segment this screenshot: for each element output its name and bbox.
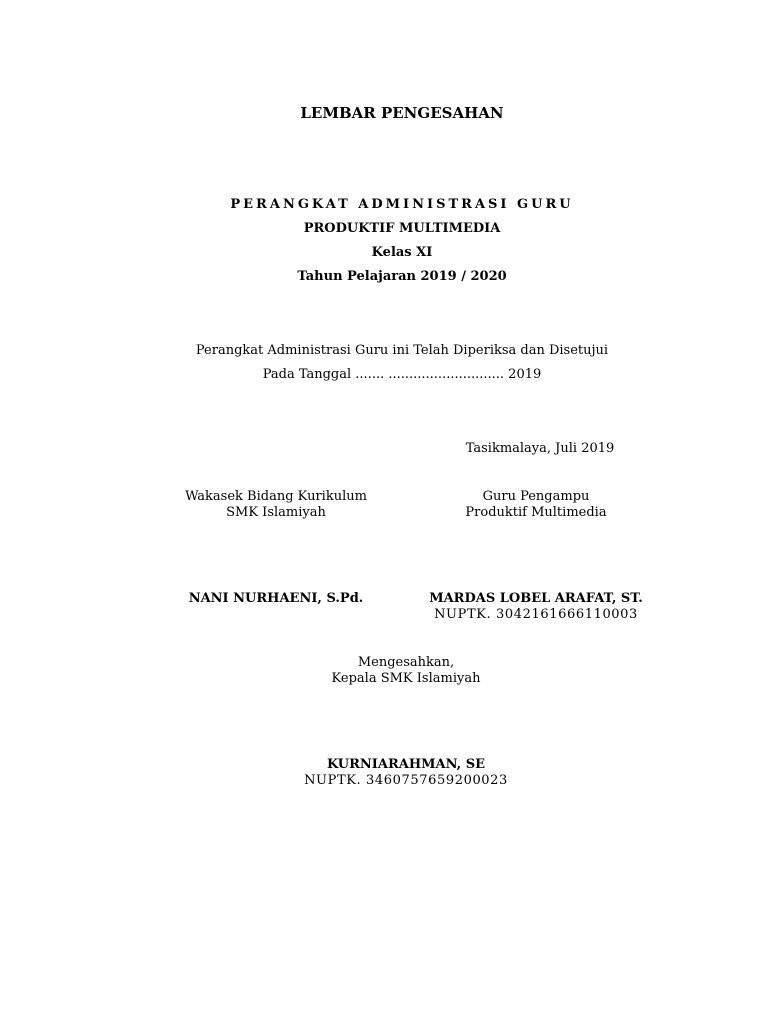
right-signatory-id: NUPTK. 3042161666110003 (434, 607, 638, 622)
heading-line-4: Tahun Pelajaran 2019 / 2020 (297, 269, 507, 284)
statement-line-2: Pada Tanggal ....... ............................ 2019 (262, 367, 542, 382)
left-signatory-name: NANI NURHAENI, S.Pd. (188, 591, 364, 606)
heading-line-1: PERANGKAT ADMINISTRASI GURU (230, 197, 574, 212)
heading-line-3: Kelas XI (371, 245, 433, 260)
left-signatory-role: Wakasek Bidang Kurikulum (185, 489, 367, 504)
right-signatory-subject: Produktif Multimedia (465, 505, 607, 520)
approval-name: KURNIARAHMAN, SE (326, 757, 486, 772)
place-date: Tasikmalaya, Juli 2019 (465, 441, 615, 456)
heading-line-2: PRODUKTIF MULTIMEDIA (303, 221, 501, 236)
statement-line-1: Perangkat Administrasi Guru ini Telah Diperiksa dan Disetujui (195, 343, 609, 358)
approval-role: Kepala SMK Islamiyah (331, 671, 481, 686)
approval-id: NUPTK. 3460757659200023 (304, 773, 508, 788)
page-title: LEMBAR PENGESAHAN (300, 104, 504, 122)
left-signatory-institution: SMK Islamiyah (226, 505, 326, 520)
right-signatory-name: MARDAS LOBEL ARAFAT, ST. (429, 591, 643, 606)
approval-label: Mengesahkan, (357, 655, 455, 670)
right-signatory-role: Guru Pengampu (482, 489, 590, 504)
